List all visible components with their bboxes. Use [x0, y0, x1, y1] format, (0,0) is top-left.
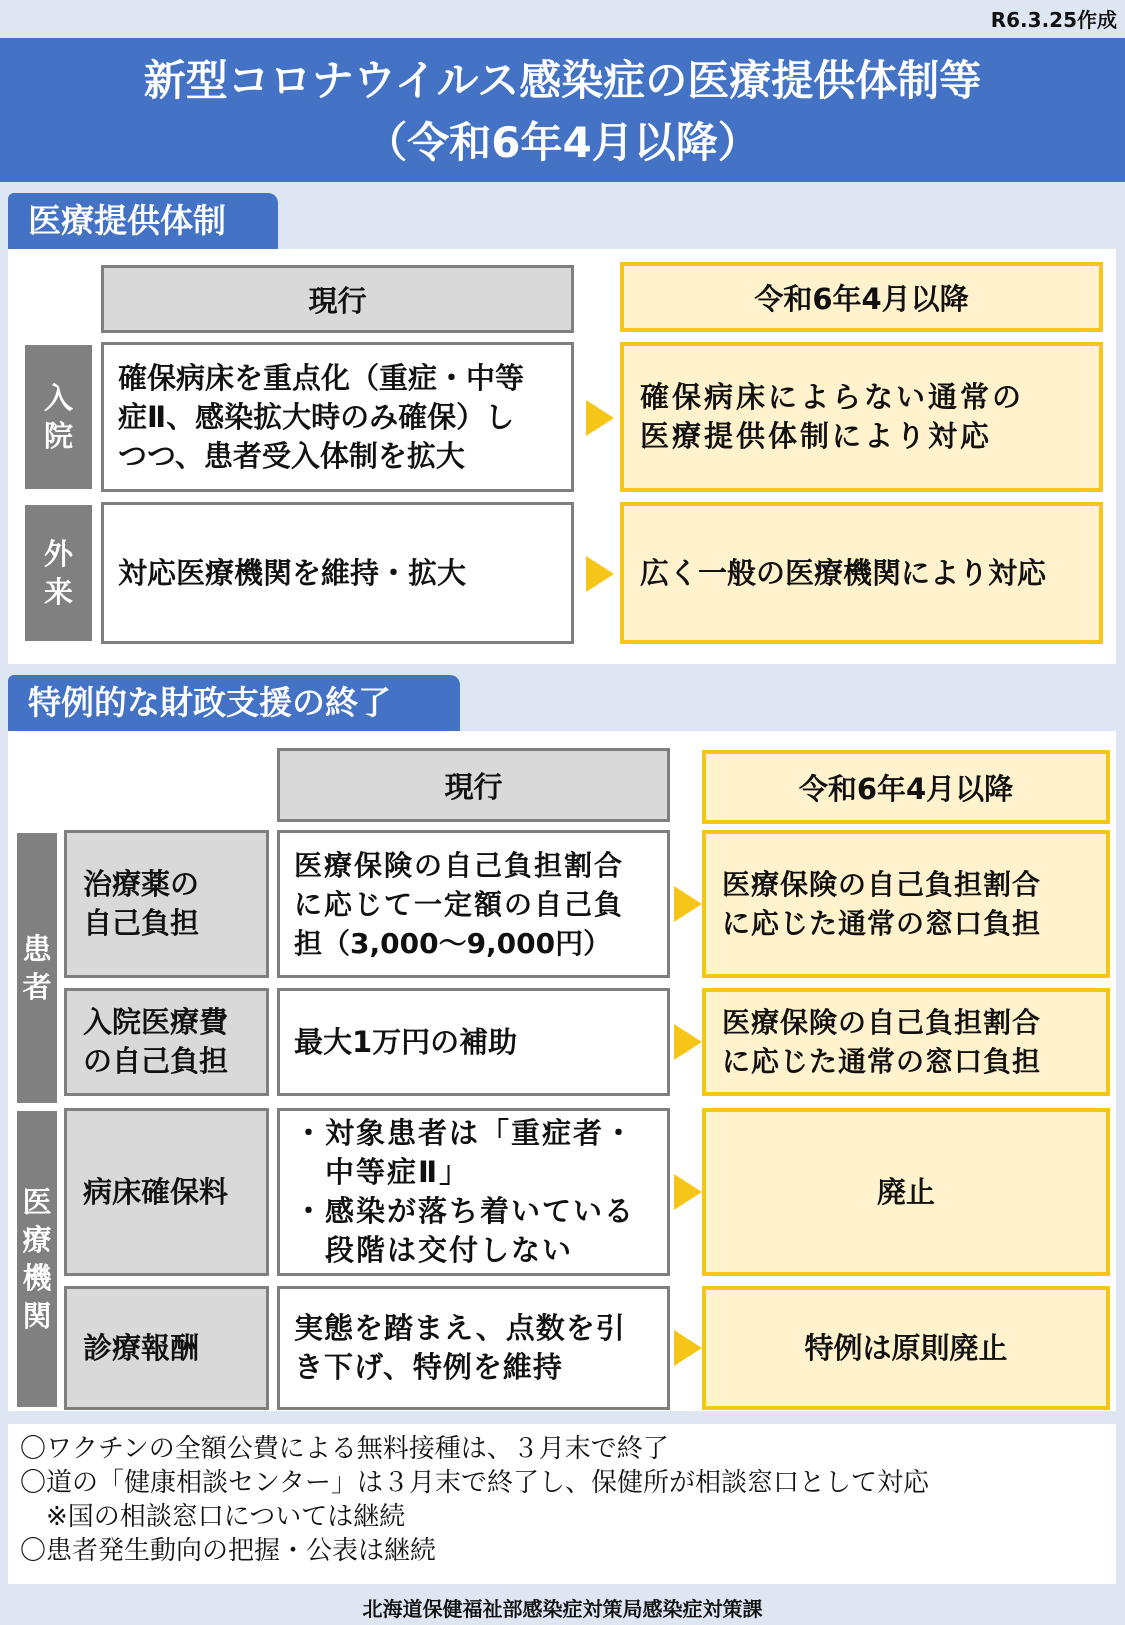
text-line: 医療保険の自己負担割合 [294, 848, 625, 882]
text-line: つつ、患者受入体制を拡大 [118, 438, 465, 473]
text-line: 確保病床によらない通常の [640, 380, 1025, 414]
title-line-2: （令和6年4月以降） [365, 118, 760, 167]
header-current: 現行 [277, 748, 670, 822]
notes-box [8, 1424, 1116, 1584]
title-line-1: 新型コロナウイルス感染症の医療提供体制等 [143, 56, 982, 105]
text-line: ・対象患者は「重症者・ [294, 1116, 636, 1150]
text-line: 実態を踏まえ、点数を引 [294, 1311, 626, 1345]
text-line: に応じて一定額の自己負 [294, 887, 625, 921]
arrow-right-icon [674, 886, 702, 922]
row-label-hospitalization-cost [64, 988, 269, 1096]
side-char: 外 [43, 537, 73, 571]
side-label-outpatient [22, 502, 95, 644]
header-new: 令和6年4月以降 [702, 750, 1110, 824]
side-char: 療 [22, 1223, 52, 1257]
section-tab-medical-system: 医療提供体制 [8, 193, 278, 249]
arrow-right-icon [586, 400, 614, 436]
note-line: 〇患者発生動向の把握・公表は継続 [20, 1536, 437, 1566]
row-label-medical-fee [64, 1286, 269, 1410]
inpatient-new [620, 342, 1103, 492]
text-line: ・感染が落ち着いている [294, 1194, 636, 1228]
side-char: 機 [22, 1261, 52, 1295]
text-line: 診療報酬 [83, 1330, 200, 1365]
creation-date: R6.3.25作成 [990, 8, 1117, 32]
drug-cost-new [702, 830, 1110, 978]
side-char: 入 [43, 381, 73, 415]
text-line: 治療薬の [83, 867, 200, 901]
arrow-right-icon [674, 1024, 702, 1060]
text-line: 廃止 [876, 1174, 935, 1209]
side-char: 医 [22, 1185, 52, 1219]
inpatient-current [101, 342, 574, 492]
row-label-bed-fee [64, 1108, 269, 1276]
outpatient-new [620, 502, 1103, 644]
text-line: 医療保険の自己負担割合 [722, 868, 1042, 901]
arrow-right-icon [586, 556, 614, 592]
row-label-drug-cost [64, 830, 269, 978]
text-line: 最大1万円の補助 [294, 1024, 518, 1059]
medical-fee-current [277, 1286, 670, 1410]
text-line: 段階は交付しない [294, 1233, 574, 1267]
text-line: 広く一般の医療機関により対応 [640, 555, 1047, 590]
text-line: 確保病床を重点化（重症・中等 [118, 360, 525, 395]
outpatient-current [101, 502, 574, 644]
group-label-patients [14, 830, 60, 1106]
header-current: 現行 [101, 265, 574, 333]
text-line: 症Ⅱ、感染拡大時のみ確保）し [118, 399, 515, 434]
footer-department: 北海道保健福祉部感染症対策局感染症対策課 [362, 1597, 763, 1621]
bed-fee-new [702, 1108, 1110, 1276]
text-line: 医療提供体制により対応 [640, 419, 993, 453]
drug-cost-current [277, 830, 670, 978]
arrow-right-icon [674, 1174, 702, 1210]
hospitalization-cost-current [277, 988, 670, 1096]
text-line: 自己負担 [83, 906, 200, 940]
side-char: 患 [22, 932, 52, 966]
header-new: 令和6年4月以降 [620, 262, 1103, 332]
text-line: 病床確保料 [83, 1174, 229, 1209]
section-tab-financial-support: 特例的な財政支援の終了 [8, 675, 460, 731]
text-line: に応じた通常の窓口負担 [722, 1045, 1042, 1078]
arrow-right-icon [674, 1330, 702, 1366]
text-line: に応じた通常の窓口負担 [722, 907, 1042, 940]
note-line: 〇ワクチンの全額公費による無料接種は、３月末で終了 [20, 1434, 669, 1464]
side-label-inpatient [22, 342, 95, 492]
text-line: 担（3,000〜9,000円） [294, 926, 612, 960]
text-line: 医療保険の自己負担割合 [722, 1006, 1042, 1039]
text-line: き下げ、特例を維持 [294, 1350, 563, 1384]
side-char: 関 [22, 1299, 52, 1333]
text-line: の自己負担 [83, 1044, 229, 1078]
note-line: ※国の相談窓口については継続 [20, 1502, 406, 1532]
text-line: 特例は原則廃止 [804, 1330, 1008, 1365]
side-char: 来 [43, 575, 73, 609]
hospitalization-cost-new [702, 988, 1110, 1096]
side-char: 院 [43, 419, 73, 453]
text-line: 入院医療費 [83, 1005, 229, 1039]
note-line: 〇道の「健康相談センター」は３月末で終了し、保健所が相談窓口として対応 [20, 1468, 929, 1498]
title-banner [0, 38, 1125, 182]
text-line: 中等症Ⅱ」 [294, 1155, 471, 1189]
bed-fee-current [277, 1108, 670, 1276]
side-char: 者 [22, 970, 52, 1004]
medical-fee-new [702, 1286, 1110, 1410]
group-label-medical-institutions [14, 1108, 60, 1410]
text-line: 対応医療機関を維持・拡大 [118, 555, 467, 590]
